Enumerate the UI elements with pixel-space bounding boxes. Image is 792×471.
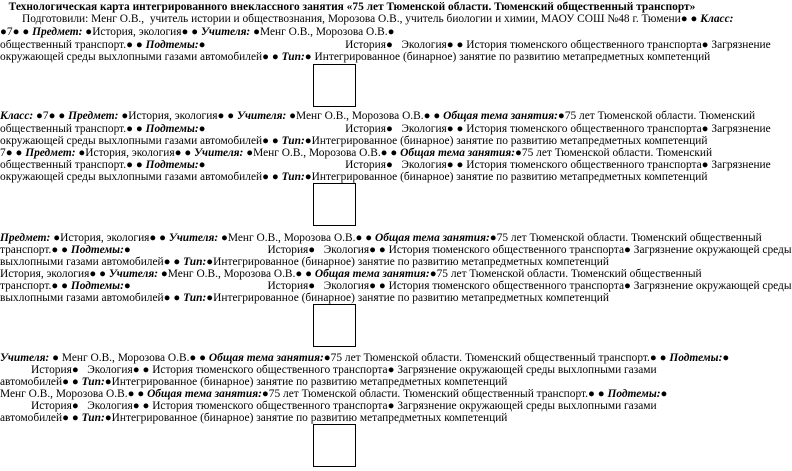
bullet-icon: ● — [680, 13, 688, 25]
label-uchitelya: Учителя: — [201, 26, 251, 38]
image-placeholder — [313, 304, 356, 347]
bullet-icon: ● — [690, 13, 698, 25]
doc-line: автомобилей● ● Тип:●Интегрированное (бинарное) занятие по развитию метапредметных компетенций — [0, 412, 508, 424]
doc-line: окружающей среды выхлопными газами автомобилей● ● Тип:●Интегрированное (бинарное) занятие по развитию метапредметных компетенций — [0, 135, 708, 147]
doc-line: выхлопными газами автомобилей● ● Тип:●Интегрированное (бинарное) занятие по развитию метапредметных компетенций — [0, 256, 609, 268]
doc-line: Менг О.В., Морозова О.В.● ● Общая тема занятия:●75 лет Тюменской области. Тюменский общественный транспорт.● ● Подтемы:● — [0, 388, 668, 400]
doc-line: Класс: ●7● ● Предмет: ●История, экология● ● Учителя: ●Менг О.В., Морозова О.В.● ● Общая тема занятия:●75 лет Тюменской области. Тюменский — [0, 110, 756, 122]
doc-line: Предмет: ●История, экология● ● Учителя: ●Менг О.В., Морозова О.В.● ● Общая тема занятия:●75 лет Тюменской области. Тюменский общественный — [0, 232, 762, 244]
doc-line: транспорт.● ● Подтемы:● История● Экология● ● История тюменского общественного транспорта● Загрязнение окружающей среды — [0, 244, 792, 256]
image-placeholder — [313, 64, 356, 107]
doc-line: История, экология● ● Учителя: ●Менг О.В., Морозова О.В.● ● Общая тема занятия:●75 лет Тюменской области. Тюменский общественный — [0, 268, 702, 280]
doc-line: окружающей среды выхлопными газами автомобилей● ● Тип:● Интегрированное (бинарное) занятие по развитию метапредметных компетенций — [0, 51, 711, 63]
doc-line: выхлопными газами автомобилей● ● Тип:●Интегрированное (бинарное) занятие по развитию метапредметных компетенций — [0, 292, 609, 304]
doc-line: общественный транспорт.● ● Подтемы:● История● Экология● ● История тюменского общественного транспорта● Загрязнение — [0, 123, 771, 135]
doc-line: общественный транспорт.● ● Подтемы:● История● Экология● ● История тюменского общественного транспорта● Загрязнение — [0, 159, 771, 171]
image-placeholder — [313, 183, 356, 226]
image-placeholder — [313, 424, 356, 467]
doc-line: Учителя: ● Менг О.В., Морозова О.В.● ● Общая тема занятия:●75 лет Тюменской области. Тюменский общественный транспорт.● ● Подтемы:● — [0, 352, 730, 364]
doc-line: ●7● ● Предмет: ●История, экология● ● Учителя: ●Менг О.В., Морозова О.В.● — [0, 26, 395, 38]
doc-line: автомобилей● ● Тип:●Интегрированное (бинарное) занятие по развитию метапредметных компетенций — [0, 376, 508, 388]
doc-line: общественный транспорт.● ● Подтемы:● История● Экология● ● История тюменского общественного транспорта● Загрязнение — [0, 39, 771, 51]
doc-line: окружающей среды выхлопными газами автомобилей● ● Тип:●Интегрированное (бинарное) занятие по развитию метапредметных компетенций — [0, 171, 708, 183]
doc-line: транспорт.● ● Подтемы:● История● Экология● ● История тюменского общественного транспорта● Загрязнение окружающей среды — [0, 280, 792, 292]
doc-line: 7● ● Предмет: ●История, экология● ● Учителя: ●Менг О.В., Морозова О.В.● ● Общая тема занятия:●75 лет Тюменской области. Тюменский — [0, 147, 713, 159]
doc-line: История● Экология● ● История тюменского общественного транспорта● Загрязнение окружающей среды выхлопными газами — [31, 400, 657, 412]
page-title: Технологическая карта интегрированного внеклассного занятия «75 лет Тюменской области. Тюменский общественный транспорт» — [8, 1, 696, 13]
prepared-text: Подготовили: Менг О.В., учитель истории и обществознания, Морозова О.В., учитель биологии и химии, МАОУ СОШ №48 г. Тюмени — [22, 13, 681, 25]
label-klass: Класс: — [700, 13, 734, 25]
prepared-line — [22, 13, 734, 26]
bullet-icon: ● — [0, 26, 7, 38]
doc-line: История● Экология● ● История тюменского общественного транспорта● Загрязнение окружающей среды выхлопными газами — [31, 364, 657, 376]
label-predmet: Предмет: — [32, 26, 83, 38]
